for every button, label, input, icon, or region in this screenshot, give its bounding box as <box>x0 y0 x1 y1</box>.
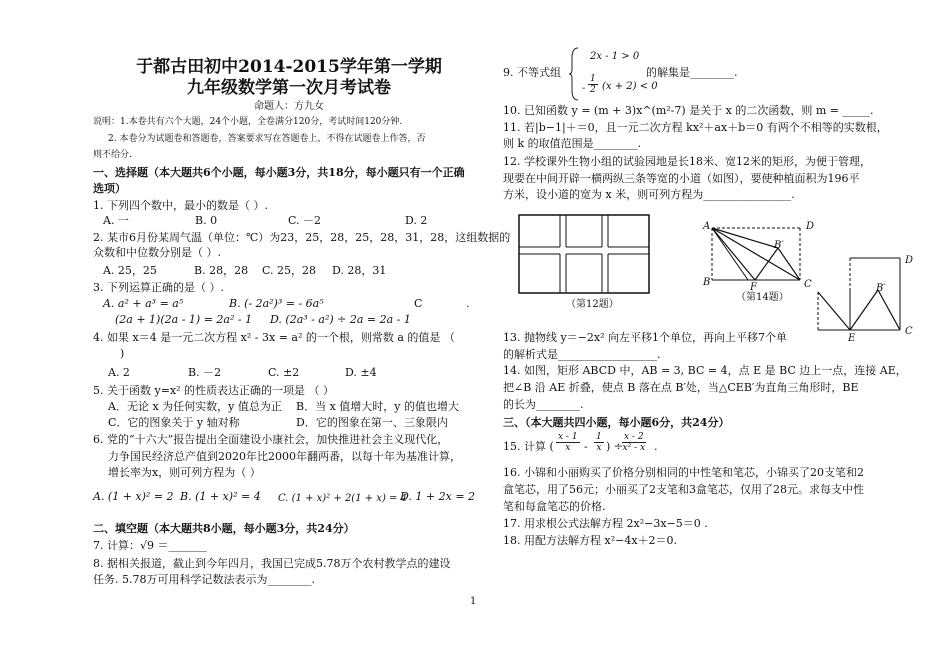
q9-prefix: 9. 不等式组 <box>503 66 561 79</box>
q14-line-1: 14. 如图，矩形 ABCD 中，AB = 3, BC = 4，点 E 是 BC 边上一点，连接 AE， <box>503 364 907 377</box>
q12-line-3: 方米，设小道的宽为 x 米，则可列方程为________________. <box>503 188 795 201</box>
q3-option-c-expr: (2a + 1)(2a - 1) = 2a² - 1 <box>115 313 253 326</box>
q8-line-2: 任务. 5.78万可用科学记数法表示为________. <box>93 573 315 586</box>
q16-line-2: 盒笔芯，用了56元；小丽买了2支笔和3盒笔芯，仅用了28元。求每支中性 <box>503 483 864 496</box>
q7: 7. 计算：√9 ＝_______ <box>93 539 207 552</box>
q9-half-numerator: 1 <box>590 74 596 84</box>
q11-line-1: 11. 若|b−1|＋＝0，且一元二次方程 kx²＋ax＋b＝0 有两个不相等的实数根， <box>503 121 888 134</box>
note-2: 2. 本卷分为试题卷和答题卷，答案要求写在答题卷上，不得在试题卷上作答，否 <box>108 134 426 144</box>
note-1: 说明：1.本卷共有六个大题，24个小题，全卷满分120分，考试时间120分钟. <box>93 117 403 127</box>
q2-line-1: 2. 某市6月份某周气温（单位：℃）为23，25，28，25，28，31，28，这组数据的 <box>93 231 511 244</box>
q16-line-1: 16. 小锦和小丽购买了价格分别相同的中性笔和笔芯，小锦买了20支笔和2 <box>503 466 864 479</box>
q9-suffix: 的解集是________. <box>646 66 738 79</box>
q2-option-b: B. 28，28 <box>194 264 249 277</box>
section-2-heading: 二、填空题（本大题共8小题，每小题3分，共24分） <box>93 522 355 535</box>
q9-inequality-1: 2x - 1 > 0 <box>590 51 640 62</box>
q10: 10. 已知函数 y = (m + 3)x^(m²-7) 是关于 x 的二次函数，则 m = _____. <box>503 104 874 117</box>
q13-line-2: 的解析式是__________________. <box>503 348 661 361</box>
fig14-label-bprime: B′ <box>774 240 784 251</box>
q4-option-d: D. ±4 <box>345 366 377 379</box>
page-number: 1 <box>470 596 477 607</box>
q2-line-2: 众数和中位数分别是（ ）. <box>93 246 221 259</box>
q1-option-d: D. 2 <box>405 214 428 227</box>
q9-half-fraction <box>588 74 598 95</box>
q15-suffix: . <box>654 440 658 453</box>
q6-option-b: B. (1 + x)² = 4 <box>180 490 261 503</box>
fig14-label-f: F <box>750 282 757 293</box>
q6-option-d: D. 1 + 2x = 2 <box>400 490 476 503</box>
q15-f1-denominator: x <box>565 443 571 453</box>
q2-option-c: C. 25，28 <box>262 264 317 277</box>
q14-line-3: 的长为________. <box>503 398 584 411</box>
fig14-label-a: A <box>703 221 711 232</box>
q5-option-d: D．它的图象在第一、三象限内 <box>296 416 448 429</box>
q15-divide: ) ÷ <box>606 440 624 453</box>
figure-12-garden-paths <box>518 214 650 294</box>
fig14-label-d2: D <box>905 255 914 266</box>
q1-option-c: C. －2 <box>288 214 322 227</box>
author-line: 命题人：方九女 <box>254 101 324 112</box>
q4-option-a: A. 2 <box>108 366 130 379</box>
fig14-label-c2: C <box>905 326 913 337</box>
fig14-label-b: B <box>703 277 711 288</box>
q9-brace <box>568 46 580 102</box>
q15-f3-denominator: x² - x <box>622 443 646 453</box>
q4-line-1: 4. 如果 x＝4 是一元二次方程 x² - 3x = a² 的一个根，则常数 a 的值是 （ <box>93 331 455 344</box>
q4-option-b: B. －2 <box>188 366 222 379</box>
q15-minus: - <box>584 440 588 453</box>
section-1-heading: 一、选择题（本大题共6个小题，每小题3分，共18分，每小题只有一个正确 <box>93 166 465 179</box>
q4-line-2: ) <box>120 347 125 360</box>
q3-option-a: A. a² + a³ = a⁵ <box>103 297 184 310</box>
q6-option-c: C. (1 + x)² + 2(1 + x) = 4 <box>278 493 407 504</box>
q15-f2-numerator: 1 <box>596 432 602 442</box>
section-1-heading-cont: 选项） <box>93 182 126 195</box>
q5-option-a: A．无论 x 为任何实数，y 值总为正 <box>108 400 282 413</box>
q15-f1-numerator: x - 1 <box>558 432 578 442</box>
q12-line-2: 现要在中间开辟一横两纵三条等宽的小道（如图），要使种植面积为196平 <box>503 172 860 185</box>
q9-half-denominator: 2 <box>590 85 596 95</box>
fig14-label-c: C <box>804 279 812 290</box>
fig14-label-bprime2: B′ <box>876 283 886 294</box>
q3-option-c: C <box>414 297 423 310</box>
q6-option-a: A. (1 + x)² = 2 <box>93 490 174 503</box>
q6-line-2: 力争国民经济总产值到2020年比2000年翻两番，以每十年为基准计算， <box>108 450 461 463</box>
q13-line-1: 13. 抛物线 y＝−2x² 向左平移1个单位，再向上平移7个单 <box>503 331 788 344</box>
q8-line-1: 8. 据相关报道，截止到今年四月，我国已完成5.78万个农村教学点的建设 <box>93 557 451 570</box>
note-3: 则不给分. <box>93 150 132 160</box>
figure-12-caption: （第12题） <box>566 299 619 310</box>
q11-line-2: 则 k 的取值范围是________. <box>503 137 642 150</box>
q15-fraction-3 <box>622 432 646 453</box>
q4-option-c: C. ±2 <box>268 366 300 379</box>
q15-fraction-2 <box>594 432 604 453</box>
q16-line-3: 笔和每盒笔芯的价格. <box>503 500 606 513</box>
q15-f2-denominator: x <box>596 443 602 453</box>
q14-line-2: 把∠B 沿 AE 折叠，使点 B 落在点 B′处，当△CEB′为直角三角形时，BE <box>503 381 859 394</box>
q5-option-c: C．它的图象关于 y 轴对称 <box>108 416 240 429</box>
q3-stem: 3. 下列运算正确的是（ ）. <box>93 281 224 294</box>
q3-option-d: D. (2a³ - a²) ÷ 2a = 2a - 1 <box>270 313 411 326</box>
q1-option-a: A. 一 <box>103 214 129 227</box>
q5-stem: 5. 关于函数 y=x² 的性质表达正确的一项是 （ ） <box>93 384 335 397</box>
q2-option-d: D. 28，31 <box>332 264 387 277</box>
q15-f3-numerator: x - 2 <box>624 432 644 442</box>
figure-14-caption: （第14题） <box>736 292 789 303</box>
q6-line-1: 6. 党的“十六大”报告提出全面建设小康社会，加快推进社会主义现代化， <box>93 433 449 446</box>
q1-stem: 1. 下列四个数中，最小的数是（ ）. <box>93 199 268 212</box>
q9-inequality-2: (x + 2) < 0 <box>602 81 658 92</box>
fig14-label-e: E <box>848 333 856 344</box>
q17: 17. 用求根公式法解方程 2x²−3x−5＝0 . <box>503 517 708 530</box>
title-line-2: 九年级数学第一次月考试卷 <box>187 78 391 98</box>
title-line-1: 于都古田初中2014-2015学年第一学期 <box>136 57 442 77</box>
q12-line-1: 12. 学校课外生物小组的试验园地是长18米、宽12米的矩形，为便于管理， <box>503 155 871 168</box>
q9-minus: - <box>582 83 586 94</box>
q6-line-3: 增长率为x，则可列方程为（ ） <box>108 466 261 479</box>
q15-prefix: 15. 计算 ( <box>503 440 554 453</box>
q3-option-b: B. (- 2a²)³ = - 6a⁵ <box>229 297 324 310</box>
q3-dot: . <box>466 297 470 310</box>
q1-option-b: B. 0 <box>195 214 218 227</box>
fig14-label-d: D <box>806 221 815 232</box>
q2-option-a: A. 25，25 <box>103 264 157 277</box>
q15-fraction-1 <box>556 432 580 453</box>
q18: 18. 用配方法解方程 x²−4x＋2＝0. <box>503 534 678 547</box>
q5-option-b: B．当 x 值增大时，y 的值也增大 <box>296 400 459 413</box>
section-3-heading: 三、（本大题共四小题，每小题6分，共24分） <box>503 416 730 429</box>
